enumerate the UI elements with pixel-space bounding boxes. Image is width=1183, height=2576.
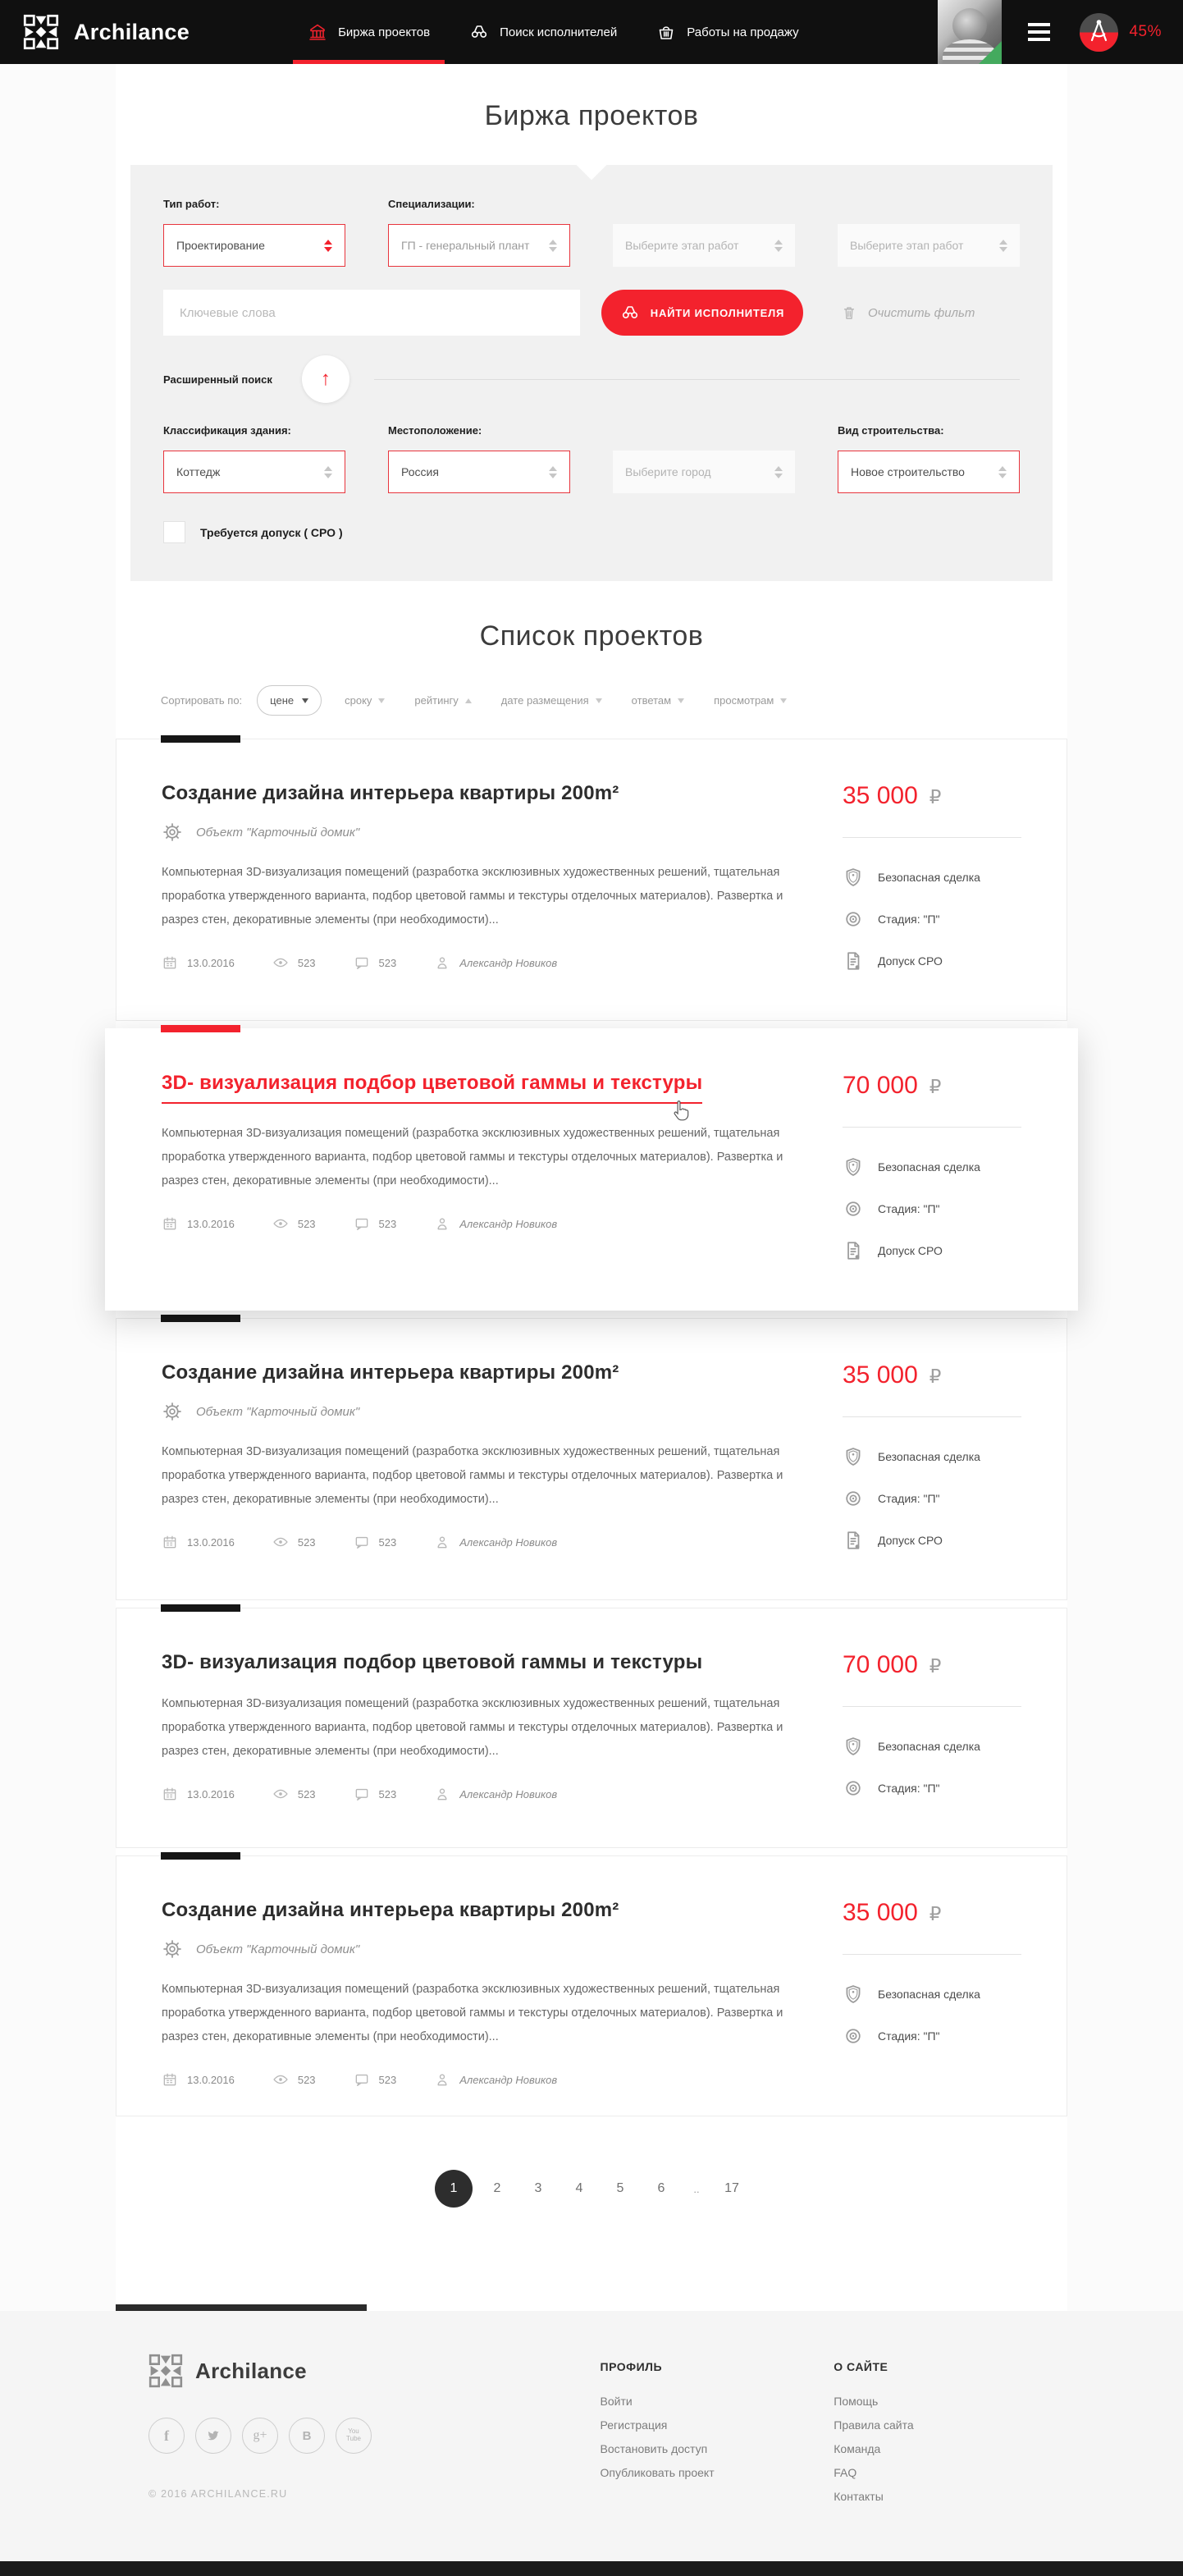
project-price: 35 000 xyxy=(843,1899,918,1926)
sort-option-views[interactable] xyxy=(714,694,787,707)
avatar-photo-body xyxy=(943,39,997,64)
footer-link-rules[interactable]: Правила сайта xyxy=(834,2418,914,2432)
work-stage-select-1[interactable] xyxy=(613,224,795,267)
sro-checkbox[interactable] xyxy=(163,521,185,543)
project-card-hovered[interactable] xyxy=(105,1028,1078,1311)
project-comments: 523 xyxy=(378,1535,397,1549)
classification-value: Коттедж xyxy=(176,465,221,478)
sort-desc-icon xyxy=(378,698,385,703)
gear-icon xyxy=(162,821,183,843)
page-17[interactable]: 17 xyxy=(724,2181,739,2195)
project-author: Александр Новиков xyxy=(459,1787,558,1800)
shield-icon xyxy=(843,1736,864,1757)
country-select[interactable] xyxy=(388,451,570,493)
google-plus-icon[interactable]: g+ xyxy=(242,2418,278,2454)
nav-item-projects-exchange[interactable] xyxy=(288,0,450,64)
advanced-search-label: Расширенный поиск xyxy=(163,373,272,386)
sort-desc-icon xyxy=(780,698,787,703)
project-views: 523 xyxy=(297,956,316,969)
card-top-dash xyxy=(161,1604,240,1612)
select-arrows-icon xyxy=(549,240,557,252)
project-object: Объект "Карточный домик" xyxy=(196,1942,360,1956)
comment-icon xyxy=(354,1215,370,1232)
project-views: 523 xyxy=(297,2073,316,2086)
footer-link-faq[interactable]: FAQ xyxy=(834,2466,857,2479)
divider xyxy=(843,1127,1021,1128)
avatar-photo xyxy=(952,8,987,43)
trash-icon xyxy=(841,304,857,321)
country-value: Россия xyxy=(401,465,439,478)
profile-progress: 45% xyxy=(1129,23,1162,40)
clear-filter-button[interactable] xyxy=(841,304,975,321)
badge-label: Безопасная сделка xyxy=(878,871,980,884)
binoculars-icon xyxy=(469,22,489,42)
footer-accent-bar xyxy=(116,2304,367,2311)
project-author: Александр Новиков xyxy=(459,2073,558,2086)
stage-icon xyxy=(843,1488,864,1509)
badge-label: Допуск СРО xyxy=(878,1534,943,1547)
nav-label: Работы на продажу xyxy=(687,25,799,39)
sort-option-date[interactable] xyxy=(501,694,602,707)
brand-logo[interactable] xyxy=(0,14,190,50)
person-icon xyxy=(434,1786,450,1802)
footer-column-about xyxy=(834,2354,1067,2514)
brand-name: Archilance xyxy=(74,19,190,44)
project-date: 13.0.2016 xyxy=(187,1787,235,1800)
cursor-icon xyxy=(672,1100,692,1123)
divider xyxy=(374,379,1020,380)
content-column xyxy=(116,64,1067,2311)
calendar-icon xyxy=(162,2071,178,2088)
facebook-icon[interactable]: f xyxy=(148,2418,185,2454)
select-arrows-icon xyxy=(774,466,783,478)
calendar-icon xyxy=(162,954,178,971)
sort-option-label: сроку xyxy=(345,694,372,707)
sort-desc-icon xyxy=(302,698,308,703)
page-5[interactable]: 5 xyxy=(616,2181,624,2195)
footer-link-register[interactable]: Регистрация xyxy=(600,2418,668,2432)
project-comments: 523 xyxy=(378,956,397,969)
comment-icon xyxy=(354,2071,370,2088)
top-header xyxy=(0,0,1183,64)
page-2[interactable]: 2 xyxy=(493,2181,501,2195)
classification-label: Классификация здания: xyxy=(163,424,291,437)
stage-icon xyxy=(843,1778,864,1799)
project-title[interactable]: 3D- визуализация подбор цветовой гаммы и текстуры xyxy=(162,1651,703,1673)
user-avatar[interactable] xyxy=(938,0,1002,64)
shield-icon xyxy=(843,1156,864,1178)
badge-label: Стадия: "П" xyxy=(878,2029,940,2043)
ruble-sign: ₽ xyxy=(929,1366,942,1387)
sort-option-label: дате размещения xyxy=(500,694,589,707)
footer-column-profile xyxy=(601,2354,834,2514)
select-arrows-icon xyxy=(549,466,557,478)
divider xyxy=(843,1416,1021,1417)
divider xyxy=(843,837,1021,838)
project-views: 523 xyxy=(297,1217,316,1230)
project-description: Компьютерная 3D-визуализация помещений (разработка эксклюзивных художественных решений, тщательная проработка утвержденного варианта, подбор цветовой гаммы и текстуры отделочных материалов). Развертка и разрез стен, декоративные элементы (при необходимости)... xyxy=(162,1983,783,2043)
select-arrows-icon xyxy=(324,240,332,252)
sort-desc-icon xyxy=(678,698,684,703)
project-description: Компьютерная 3D-визуализация помещений (разработка эксклюзивных художественных решений, тщательная проработка утвержденного варианта, подбор цветовой гаммы и текстуры отделочных материалов). Развертка и разрез стен, декоративные элементы (при необходимости)... xyxy=(162,1697,783,1758)
badge-label: Допуск СРО xyxy=(878,954,943,968)
stage-icon xyxy=(843,908,864,930)
gear-icon xyxy=(162,1401,183,1422)
archilance-logo-icon xyxy=(23,14,59,50)
project-views: 523 xyxy=(297,1787,316,1800)
location-label: Местоположение: xyxy=(388,424,482,437)
calendar-icon xyxy=(162,1215,178,1232)
building-classification-select[interactable] xyxy=(163,451,345,493)
project-description: Компьютерная 3D-визуализация помещений (разработка эксклюзивных художественных решений, тщательная проработка утвержденного варианта, подбор цветовой гаммы и текстуры отделочных материалов). Развертка и разрез стен, декоративные элементы (при необходимости)... xyxy=(162,866,783,927)
eye-icon xyxy=(272,1215,289,1232)
basket-icon xyxy=(656,22,676,42)
city-value: Выберите город xyxy=(625,465,711,478)
construction-type-value: Новое строительство xyxy=(851,465,965,478)
nav-label: Поиск исполнителей xyxy=(500,25,618,39)
project-views: 523 xyxy=(297,1535,316,1549)
main-nav xyxy=(288,0,819,64)
project-title[interactable]: 3D- визуализация подбор цветовой гаммы и текстуры xyxy=(162,1072,702,1104)
stage-icon xyxy=(843,1198,864,1219)
project-object: Объект "Карточный домик" xyxy=(196,825,360,840)
hamburger-menu-icon[interactable] xyxy=(1028,19,1050,45)
document-icon xyxy=(843,1530,864,1551)
project-card[interactable] xyxy=(116,739,1067,1021)
eye-icon xyxy=(272,1786,289,1802)
sort-desc-icon xyxy=(596,698,602,703)
project-description: Компьютерная 3D-визуализация помещений (разработка эксклюзивных художественных решений, тщательная проработка утвержденного варианта, подбор цветовой гаммы и текстуры отделочных материалов). Развертка и разрез стен, декоративные элементы (при необходимости)... xyxy=(162,1445,783,1506)
project-comments: 523 xyxy=(378,2073,397,2086)
eye-icon xyxy=(272,2071,289,2088)
project-price: 70 000 xyxy=(843,1072,918,1099)
eye-icon xyxy=(272,1534,289,1550)
sort-option-term[interactable] xyxy=(345,694,385,707)
sort-asc-icon xyxy=(465,698,472,703)
sort-option-label: цене xyxy=(270,694,295,707)
ruble-sign: ₽ xyxy=(929,1655,942,1677)
stage-icon xyxy=(843,2025,864,2047)
gear-icon xyxy=(162,1938,183,1960)
badge-label: Безопасная сделка xyxy=(878,1988,980,2001)
project-description: Компьютерная 3D-визуализация помещений (разработка эксклюзивных художественных решений, тщательная проработка утвержденного варианта, подбор цветовой гаммы и текстуры отделочных материалов). Развертка и разрез стен, декоративные элементы (при необходимости)... xyxy=(162,1127,783,1187)
badge-label: Безопасная сделка xyxy=(878,1450,980,1463)
divider xyxy=(843,1954,1021,1955)
project-title[interactable]: Создание дизайна интерьера квартиры 200m² xyxy=(162,1361,619,1384)
sort-option-price[interactable] xyxy=(257,685,322,716)
specialization-value: ГП - генеральный плант xyxy=(401,239,530,252)
sort-bar xyxy=(161,685,1022,716)
youtube-icon[interactable]: You Tube xyxy=(336,2418,372,2454)
work-stage-select-2[interactable] xyxy=(838,224,1020,267)
nav-label: Биржа проектов xyxy=(338,25,431,39)
keywords-input[interactable] xyxy=(163,290,580,336)
footer-link-publish-project[interactable]: Опубликовать проект xyxy=(600,2466,715,2479)
bank-icon xyxy=(308,22,327,42)
collapse-advanced-button[interactable]: ↑ xyxy=(302,355,349,403)
sort-option-label: рейтингу xyxy=(414,694,459,707)
document-icon xyxy=(843,950,864,972)
sort-option-label: просмотрам xyxy=(714,694,774,707)
vk-icon[interactable]: В xyxy=(289,2418,325,2454)
project-object: Объект "Карточный домик" xyxy=(196,1404,360,1419)
social-links xyxy=(148,2418,601,2454)
card-top-dash xyxy=(161,1852,240,1860)
shield-icon xyxy=(843,867,864,888)
page-6[interactable]: 6 xyxy=(657,2181,665,2195)
badge-label: Стадия: "П" xyxy=(878,913,940,926)
work-type-value: Проектирование xyxy=(176,239,265,252)
project-price: 35 000 xyxy=(843,1361,918,1389)
footer-link-contacts[interactable]: Контакты xyxy=(834,2490,884,2503)
project-title[interactable]: Создание дизайна интерьера квартиры 200m² xyxy=(162,782,619,804)
project-date: 13.0.2016 xyxy=(187,1217,235,1230)
page-title: Биржа проектов xyxy=(484,100,699,131)
project-author: Александр Новиков xyxy=(459,1217,558,1230)
shield-icon xyxy=(843,1983,864,2005)
project-price: 70 000 xyxy=(843,1651,918,1678)
person-icon xyxy=(434,1215,450,1232)
sort-option-label: ответам xyxy=(631,694,672,707)
project-card[interactable] xyxy=(116,1608,1067,1848)
divider xyxy=(843,1706,1021,1707)
list-title: Список проектов xyxy=(479,620,704,652)
project-card[interactable] xyxy=(116,1318,1067,1600)
footer-link-restore-access[interactable]: Востановить доступ xyxy=(600,2442,708,2455)
building-type-label: Вид строительства: xyxy=(838,424,944,437)
bottom-bar xyxy=(0,2561,1183,2576)
comment-icon xyxy=(354,1786,370,1802)
project-date: 13.0.2016 xyxy=(187,956,235,969)
specialization-select[interactable] xyxy=(388,224,570,267)
city-select[interactable] xyxy=(613,451,795,493)
copyright: © 2016 ARCHILANCE.RU xyxy=(148,2488,288,2500)
page-1[interactable]: 1 xyxy=(435,2170,473,2208)
footer-link-login[interactable]: Войти xyxy=(600,2395,633,2408)
project-card[interactable] xyxy=(116,1855,1067,2116)
document-icon xyxy=(843,1240,864,1261)
page-ellipsis: .. xyxy=(693,2182,700,2195)
project-date: 13.0.2016 xyxy=(187,1535,235,1549)
footer-brand-name: Archilance xyxy=(195,2358,307,2383)
select-arrows-icon xyxy=(774,240,783,252)
page-3[interactable]: 3 xyxy=(534,2181,542,2195)
find-performer-button[interactable] xyxy=(601,290,803,336)
calendar-icon xyxy=(162,1786,178,1802)
footer-link-help[interactable]: Помощь xyxy=(834,2395,879,2408)
twitter-icon[interactable] xyxy=(195,2418,231,2454)
work-type-select[interactable] xyxy=(163,224,345,267)
sort-option-answers[interactable] xyxy=(632,694,684,707)
project-title[interactable]: Создание дизайна интерьера квартиры 200m² xyxy=(162,1899,619,1921)
filter-panel xyxy=(130,165,1053,581)
type-label: Тип работ: xyxy=(163,198,220,210)
shield-icon xyxy=(843,1446,864,1467)
prev-page-icon[interactable] xyxy=(404,2180,427,2197)
sort-option-rating[interactable] xyxy=(414,694,471,707)
page-4[interactable]: 4 xyxy=(575,2181,583,2195)
work-stage-value: Выберите этап работ xyxy=(850,239,964,252)
footer-column-title: О САЙТЕ xyxy=(834,2360,888,2373)
person-icon xyxy=(434,1534,450,1550)
project-author: Александр Новиков xyxy=(459,1535,558,1549)
nav-item-works-for-sale[interactable] xyxy=(637,0,818,64)
project-comments: 523 xyxy=(378,1217,397,1230)
project-author: Александр Новиков xyxy=(459,956,558,969)
footer-brand[interactable] xyxy=(148,2354,601,2388)
project-comments: 523 xyxy=(378,1787,397,1800)
nav-item-find-performers[interactable] xyxy=(450,0,637,64)
next-page-icon[interactable] xyxy=(756,2180,779,2197)
person-icon xyxy=(434,2071,450,2088)
binoculars-icon xyxy=(620,303,640,323)
ruble-sign: ₽ xyxy=(929,1903,942,1924)
badge-label: Стадия: "П" xyxy=(878,1202,940,1215)
badge-label: Стадия: "П" xyxy=(878,1492,940,1505)
select-arrows-icon xyxy=(324,466,332,478)
calendar-icon xyxy=(162,1534,178,1550)
sort-label: Сортировать по: xyxy=(161,694,243,707)
sro-checkbox-label: Требуется допуск ( СРО ) xyxy=(200,525,343,539)
footer-link-team[interactable]: Команда xyxy=(834,2442,881,2455)
ruble-sign: ₽ xyxy=(929,1076,942,1097)
find-performer-label: НАЙТИ ИСПОЛНИТЕЛЯ xyxy=(650,306,785,319)
comment-icon xyxy=(354,1534,370,1550)
select-arrows-icon xyxy=(999,240,1007,252)
card-top-dash xyxy=(161,735,240,743)
card-top-dash xyxy=(161,1315,240,1322)
comment-icon xyxy=(354,954,370,971)
profile-compass-badge[interactable] xyxy=(1080,13,1118,52)
construction-type-select[interactable] xyxy=(838,451,1020,493)
spec-label: Специализации: xyxy=(388,198,475,210)
badge-label: Допуск СРО xyxy=(878,1244,943,1257)
footer-column-title: ПРОФИЛЬ xyxy=(600,2360,663,2373)
badge-label: Стадия: "П" xyxy=(878,1782,940,1795)
eye-icon xyxy=(272,954,289,971)
badge-label: Безопасная сделка xyxy=(878,1740,980,1753)
footer xyxy=(0,2311,1183,2561)
project-date: 13.0.2016 xyxy=(187,2073,235,2086)
header-right xyxy=(938,0,1183,64)
card-top-dash xyxy=(161,1025,240,1032)
ruble-sign: ₽ xyxy=(929,786,942,808)
select-arrows-icon xyxy=(998,466,1007,478)
archilance-logo-icon xyxy=(148,2354,183,2388)
person-icon xyxy=(434,954,450,971)
badge-label: Безопасная сделка xyxy=(878,1160,980,1174)
clear-filter-label: Очистить фильт xyxy=(868,305,975,320)
pagination xyxy=(116,2124,1067,2267)
project-price: 35 000 xyxy=(843,782,918,809)
work-stage-value: Выберите этап работ xyxy=(625,239,739,252)
